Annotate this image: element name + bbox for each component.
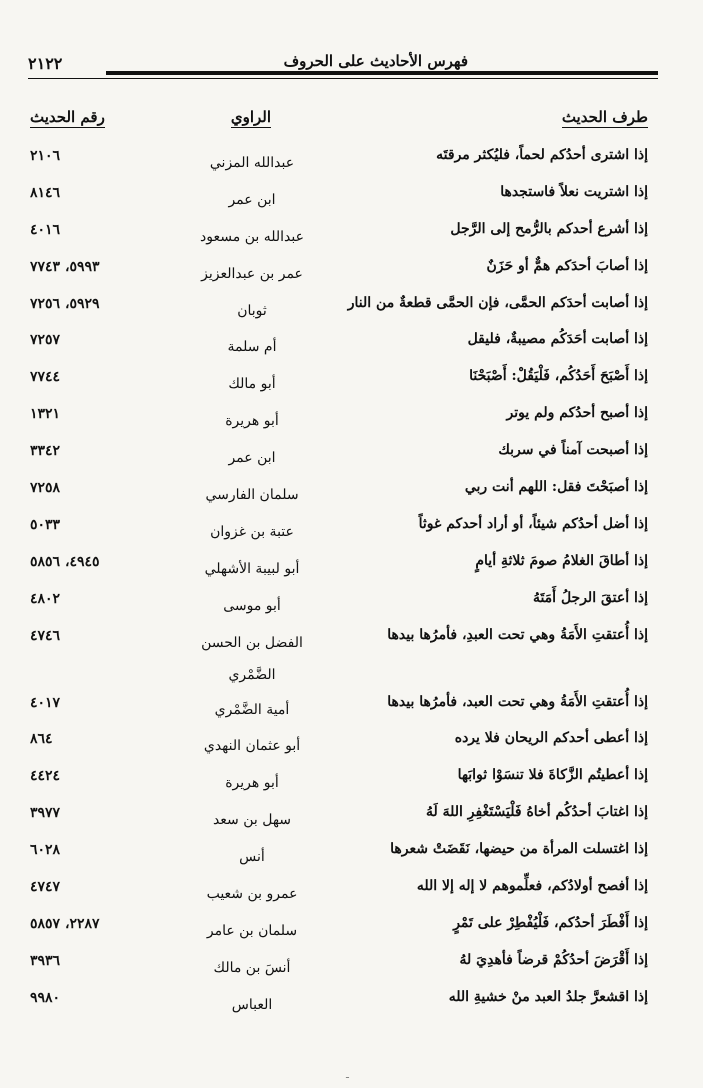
- hadith-text: إذا أُعتقتِ الأَمَةُ وهي تحت العبدِ، فأمرُها بيدها: [387, 626, 648, 643]
- index-row: [0, 726, 703, 763]
- hadith-text: إذا اشتريت نعلاً فاستجدها: [500, 183, 648, 200]
- narrator: عمر بن عبدالعزيز: [201, 265, 303, 282]
- hadith-text: إذا أَقْرَضَ أحدُكُمْ قرضاً فأهدِيَ لهُ: [459, 951, 648, 968]
- narrator: عمرو بن شعيب: [206, 886, 298, 903]
- hadith-text: إذا اغتسلت المرأة من حيضها، نَقَضَتْ شعرها: [390, 841, 648, 858]
- hadith-number: ٩٩٨٠: [30, 989, 61, 1006]
- hadith-number: ٧٢٥٧: [30, 332, 61, 349]
- hadith-text: إذا أُعتقتِ الأَمَةُ وهي تحت العبد، فأمرُها بيدها: [387, 693, 648, 710]
- narrator: أنسَ بن مالك: [213, 959, 291, 976]
- hadith-text: إذا أصبحت آمناً في سربك: [498, 442, 648, 459]
- hadith-text: إذا أصبح أحدُكم ولم يوتر: [506, 405, 648, 422]
- narrator: عتبة بن غزوان: [210, 523, 294, 540]
- hadith-number: ٤٧٤٦: [30, 627, 61, 644]
- hadith-text: إذا أفصح أولادُكم، فعلِّموهم لا إله إلا الله: [416, 878, 648, 895]
- column-header-hadith: طرف الحديث: [561, 108, 648, 126]
- index-row: [0, 763, 703, 800]
- hadith-number: ٣٩٣٦: [30, 952, 61, 969]
- narrator: العباس: [231, 996, 273, 1013]
- hadith-number: ٤٤٢٤: [30, 768, 61, 785]
- index-row: [0, 401, 703, 438]
- hadith-text: إذا أطاقَ الغلامُ صومَ ثلاثةِ أيامٍ: [475, 552, 648, 569]
- narrator: عبدالله المزني: [209, 155, 295, 171]
- narrator: ابن عمر: [228, 191, 276, 208]
- index-row: [0, 948, 703, 985]
- narrator: أبو عثمان النهدي: [203, 738, 301, 755]
- index-row: [0, 475, 703, 512]
- hadith-number: ٧٢٥٨: [30, 480, 61, 497]
- hadith-number: ٤٠١٦: [30, 221, 61, 238]
- hadith-text: إذا أشرع أحدكم بالرُّمح إلى الرَّجل: [450, 220, 648, 237]
- narrator: عبدالله بن مسعود: [200, 228, 304, 245]
- narrator: أبو موسى: [223, 597, 281, 614]
- index-row: [0, 690, 703, 727]
- narrator: أنس: [239, 849, 265, 866]
- narrator: أمية الضَّمْري: [214, 701, 290, 718]
- index-row: [0, 143, 703, 180]
- hadith-text: إذا أصابت أحدَكم الحمَّى، فإن الحمَّى قطعةٌ من النار: [347, 294, 648, 311]
- hadith-number: ٤٧٤٧: [30, 879, 61, 896]
- narrator: أم سلمة: [227, 339, 277, 356]
- hadith-number: ١٣٢١: [30, 406, 61, 423]
- hadith-text: إذا أضل أحدُكم شيئاً، أو أراد أحدكم غوثاً: [418, 515, 648, 532]
- hadith-number: ٢٢٨٧، ٥٨٥٧: [30, 915, 100, 932]
- header-rule-thick: [106, 71, 658, 75]
- hadith-number: ٧٧٤٤: [30, 369, 61, 386]
- index-row: [0, 874, 703, 911]
- column-header-rawi: الراوي: [230, 108, 271, 126]
- hadith-text: إذا أعطى أحدكم الريحان فلا يرده: [454, 730, 648, 747]
- hadith-number: ٣٩٧٧: [30, 805, 61, 822]
- narrator: الفضل بن الحسن الضَّمْري: [201, 634, 303, 683]
- narrator: أبو هريرة: [225, 775, 279, 792]
- hadith-text: إذا اقشعرَّ جلدُ العبد منْ خشيةِ الله: [448, 988, 648, 1005]
- hadith-number: ٥٩٩٣، ٧٧٤٣: [30, 258, 100, 275]
- narrator: أبو لبيبة الأشهلي: [204, 560, 300, 577]
- hadith-text: إذا أَفْطَرَ أحدُكم، فَلْيُفْطِرْ على تَمْرٍ: [453, 914, 648, 931]
- index-row: [0, 254, 703, 291]
- hadith-text: إذا أصابَ أحدَكم همٌّ أو حَزَنٌ: [486, 257, 648, 274]
- index-row: [0, 985, 703, 1022]
- hadith-text: إذا أَصْبَحَ أَحَدُكُم، فَلْيَقُلْ: أَصْبَحْنَا: [469, 368, 648, 385]
- page-number: ٢١٢٢: [28, 54, 63, 73]
- hadith-number: ٢١٠٦: [30, 148, 61, 164]
- narrator: سلمان الفارسي: [205, 487, 299, 504]
- narrator: أبو مالك: [228, 376, 276, 393]
- hadith-text: إذا اغتابَ أحدُكُم أخاهُ فَلْيَسْتَغْفِرِ اللهَ لَهُ: [425, 804, 648, 821]
- narrator: ثوبان: [237, 302, 267, 319]
- narrator: أبو هريرة: [225, 413, 279, 430]
- hadith-number: ٤٨٠٢: [30, 590, 61, 607]
- header-rule-thin: [28, 78, 658, 79]
- page-header: [28, 50, 658, 86]
- hadith-number: ٨٦٤: [30, 731, 53, 748]
- hadith-text: إذا اشترى أحدُكم لحماً، فليُكثر مرقتَه: [436, 147, 648, 163]
- index-row: [0, 586, 703, 623]
- index-row: [0, 800, 703, 837]
- hadith-text: إذا أصبَحْتَ فقل: اللهم أنت ربي: [464, 479, 648, 496]
- hadith-number: ٦٠٢٨: [30, 842, 61, 859]
- hadith-number: ٤٩٤٥، ٥٨٥٦: [30, 553, 100, 570]
- index-row: [0, 291, 703, 328]
- hadith-index-list: [0, 143, 703, 1022]
- column-header-number: رقم الحديث: [30, 108, 105, 126]
- index-row: [0, 549, 703, 586]
- index-row: [0, 911, 703, 948]
- hadith-number: ٣٣٤٢: [30, 443, 61, 460]
- hadith-text: إذا أعتقَ الرجلُ أَمَتَهُ: [532, 589, 648, 606]
- hadith-text: إذا أعطيتُم الزَّكاةَ فلا تنسَوْا ثوابَها: [457, 767, 648, 784]
- index-row: [0, 438, 703, 475]
- narrator: سلمان بن عامر: [206, 922, 298, 939]
- index-row: [0, 327, 703, 364]
- hadith-number: ٥٠٣٣: [30, 516, 61, 533]
- footer-mark: ـ: [346, 1070, 349, 1081]
- hadith-text: إذا أصابت أحَدَكُم مصيبةٌ، فليقل: [467, 331, 648, 348]
- narrator: ابن عمر: [228, 450, 276, 467]
- index-row: [0, 217, 703, 254]
- index-row: [0, 512, 703, 549]
- header-title: فهرس الأحاديث على الحروف: [283, 52, 468, 70]
- hadith-number: ٤٠١٧: [30, 694, 61, 711]
- index-row: [0, 364, 703, 401]
- index-row: [0, 180, 703, 217]
- narrator: سهل بن سعد: [212, 812, 292, 829]
- hadith-number: ٨١٤٦: [30, 184, 61, 201]
- index-row: [0, 837, 703, 874]
- index-row: [0, 623, 703, 690]
- hadith-number: ٥٩٢٩، ٧٢٥٦: [30, 295, 100, 312]
